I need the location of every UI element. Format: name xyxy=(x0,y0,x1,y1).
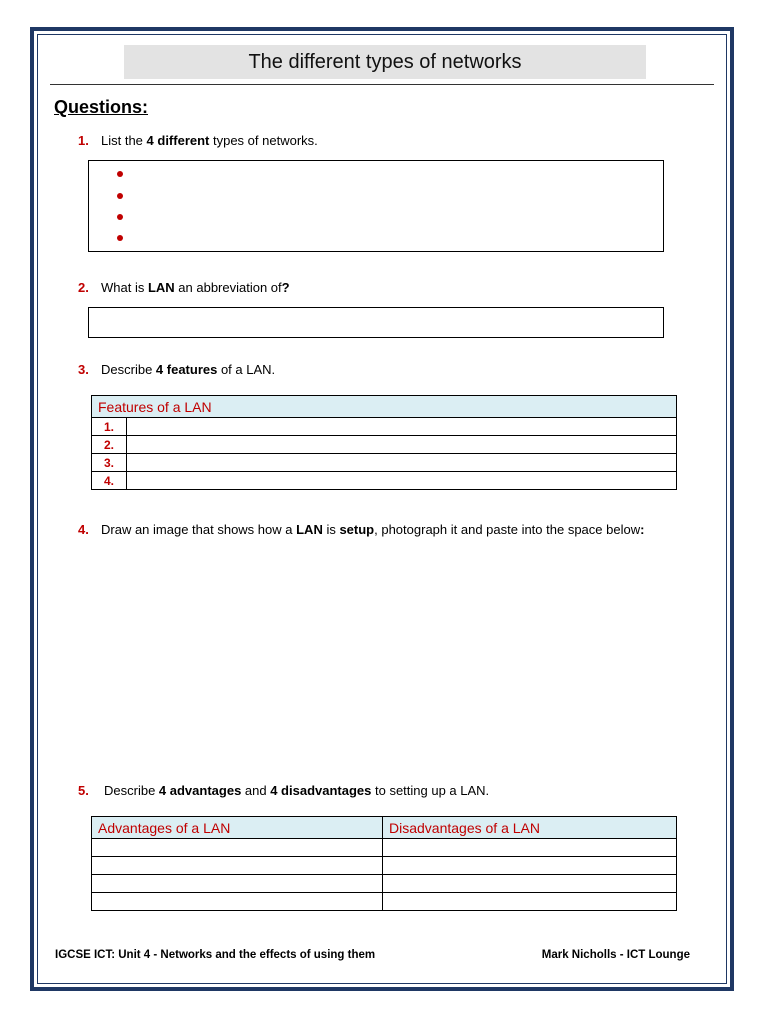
row-number: 3. xyxy=(92,454,127,472)
disadvantage-cell[interactable] xyxy=(383,857,677,875)
question-5 xyxy=(78,783,489,798)
question-emphasis: 4 different xyxy=(146,133,210,148)
advantage-cell[interactable] xyxy=(92,839,383,857)
features-table xyxy=(91,395,677,490)
question-text: Describe xyxy=(101,362,156,377)
bullet-icon xyxy=(117,235,123,241)
question-text: List the xyxy=(101,133,147,148)
feature-answer-cell[interactable] xyxy=(127,436,677,454)
table-row xyxy=(92,875,677,893)
question-number: 1. xyxy=(78,133,89,148)
question-emphasis: setup xyxy=(339,522,375,537)
advantages-header: Advantages of a LAN xyxy=(92,817,383,839)
question-text: is xyxy=(322,522,340,537)
title-divider xyxy=(50,84,714,85)
table-row xyxy=(92,436,677,454)
table-row xyxy=(92,893,677,911)
table-row xyxy=(92,839,677,857)
disadvantage-cell[interactable] xyxy=(383,875,677,893)
feature-answer-cell[interactable] xyxy=(127,418,677,436)
table-row xyxy=(92,454,677,472)
question-emphasis: ? xyxy=(281,280,290,295)
footer-author: Mark Nicholls - ICT Lounge xyxy=(541,949,690,961)
disadvantage-cell[interactable] xyxy=(383,839,677,857)
answer-box-network-types[interactable] xyxy=(88,160,664,252)
questions-heading: Questions: xyxy=(54,97,149,117)
bullet-icon xyxy=(117,193,123,199)
row-number: 2. xyxy=(92,436,127,454)
question-emphasis: : xyxy=(640,522,645,537)
footer-unit-title: IGCSE ICT: Unit 4 - Networks and the effects of using them xyxy=(55,949,376,961)
image-paste-area[interactable] xyxy=(88,548,678,768)
advantage-cell[interactable] xyxy=(92,857,383,875)
features-table-header: Features of a LAN xyxy=(92,396,677,418)
bullet-icon xyxy=(117,171,123,177)
question-number: 4. xyxy=(78,522,89,537)
question-emphasis: LAN xyxy=(296,522,323,537)
answer-box-lan-abbreviation[interactable] xyxy=(88,307,664,338)
question-4 xyxy=(78,522,644,537)
question-number: 3. xyxy=(78,362,89,377)
question-text: , photograph it and paste into the space below xyxy=(374,522,641,537)
question-1 xyxy=(78,133,318,148)
question-text: an abbreviation of xyxy=(174,280,282,295)
row-number: 4. xyxy=(92,472,127,490)
page-title: The different types of networks xyxy=(124,45,646,79)
question-emphasis: LAN xyxy=(147,280,175,295)
question-text: to setting up a LAN. xyxy=(371,783,490,798)
question-emphasis: 4 features xyxy=(155,362,218,377)
table-row xyxy=(92,857,677,875)
bullet-icon xyxy=(117,214,123,220)
question-text: What is xyxy=(101,280,148,295)
question-text: types of networks. xyxy=(209,133,318,148)
question-text: of a LAN. xyxy=(217,362,276,377)
question-emphasis: 4 disadvantages xyxy=(270,783,372,798)
question-2 xyxy=(78,280,290,295)
feature-answer-cell[interactable] xyxy=(127,472,677,490)
question-text: Describe xyxy=(104,783,159,798)
question-text: Draw an image that shows how a xyxy=(101,522,297,537)
table-row xyxy=(92,472,677,490)
row-number: 1. xyxy=(92,418,127,436)
advantage-cell[interactable] xyxy=(92,875,383,893)
feature-answer-cell[interactable] xyxy=(127,454,677,472)
advantage-cell[interactable] xyxy=(92,893,383,911)
disadvantages-header: Disadvantages of a LAN xyxy=(383,817,677,839)
question-text: and xyxy=(241,783,271,798)
question-3 xyxy=(78,362,275,377)
disadvantage-cell[interactable] xyxy=(383,893,677,911)
question-number: 5. xyxy=(78,783,89,798)
question-number: 2. xyxy=(78,280,89,295)
question-emphasis: 4 advantages xyxy=(158,783,242,798)
table-row xyxy=(92,418,677,436)
advantages-table xyxy=(91,816,677,911)
